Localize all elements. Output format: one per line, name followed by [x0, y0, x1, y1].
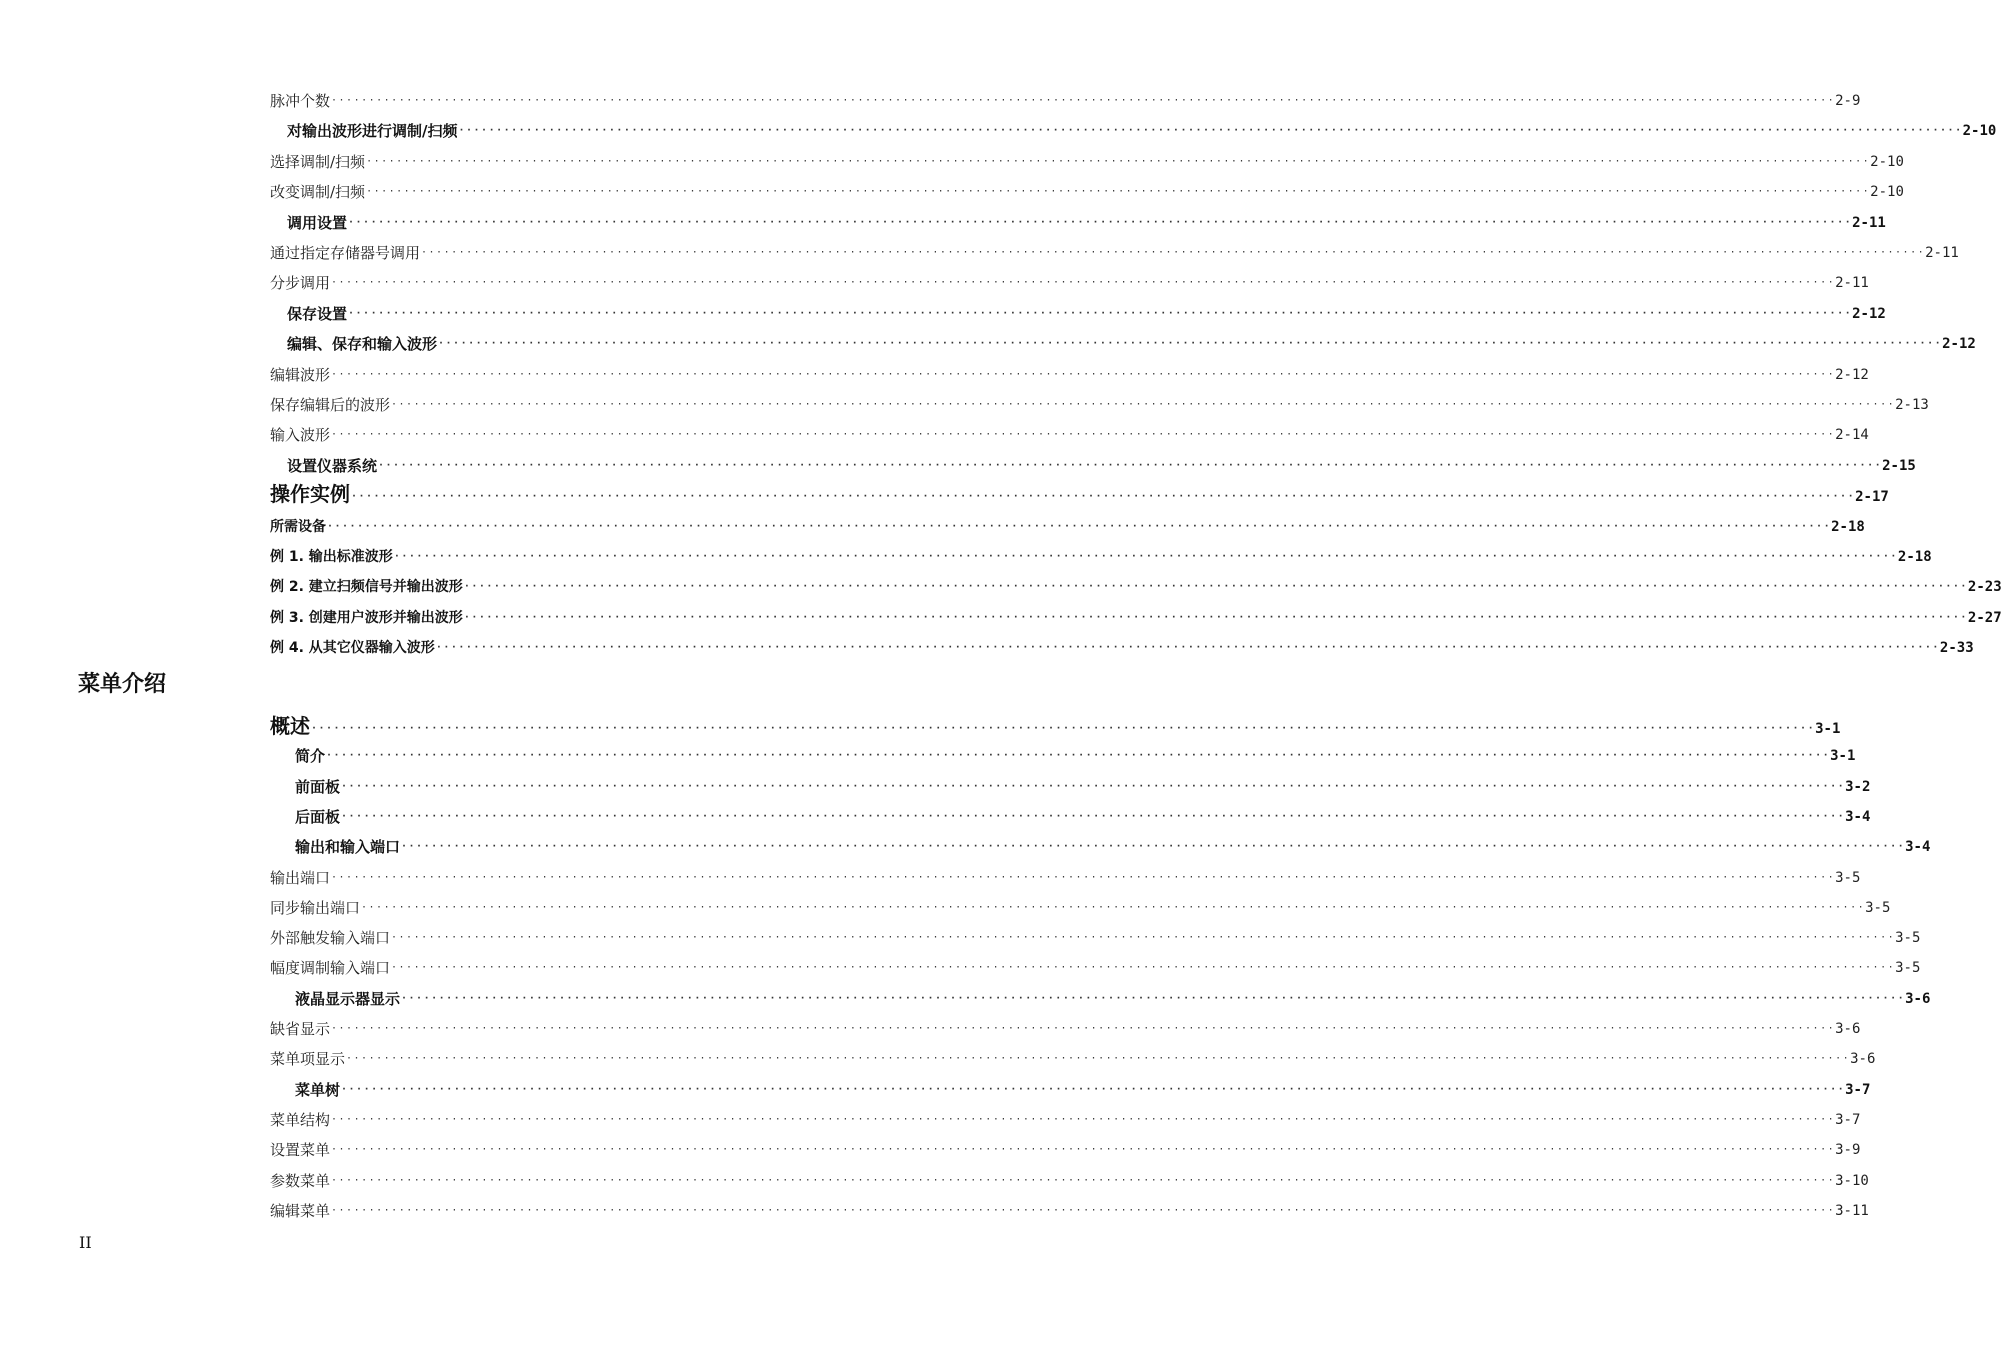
- toc-entry-title: 缺省显示: [270, 1020, 331, 1038]
- toc-entry-title: 编辑波形: [270, 365, 331, 384]
- toc-entry-page: 3-1: [1815, 721, 1841, 737]
- toc-entry-page: 3-2: [1845, 778, 1871, 795]
- page-number: II: [79, 1233, 92, 1252]
- dot-leader: ········································································································································································································: [331, 871, 1836, 883]
- toc-entry[interactable]: [287, 212, 1886, 234]
- toc-entry-page: 2-23: [1967, 579, 2002, 596]
- dot-leader: ········································································································································································································: [346, 1053, 1851, 1065]
- toc-entry-title: 脉冲个数: [270, 92, 331, 110]
- toc-entry[interactable]: [270, 480, 1889, 508]
- toc-entry-title: 菜单树: [295, 1080, 341, 1099]
- toc-entry-title: 对输出波形进行调制/扫频: [287, 122, 458, 141]
- dot-leader: ········································································································································································································: [331, 429, 1836, 441]
- toc-entry-page: 2-12: [1835, 366, 1869, 383]
- toc-entry[interactable]: [270, 1109, 1861, 1131]
- toc-entry-title: 分步调用: [270, 274, 331, 293]
- toc-entry[interactable]: [270, 637, 1974, 659]
- toc-entry[interactable]: [270, 151, 1904, 173]
- toc-entry[interactable]: [270, 927, 1921, 949]
- toc-entry-title: 例 4. 从其它仪器输入波形: [270, 640, 435, 657]
- toc-entry-page: 3-5: [1895, 930, 1921, 947]
- toc-entry-page: 2-18: [1897, 549, 1932, 565]
- toc-entry[interactable]: [287, 120, 1997, 142]
- toc-entry[interactable]: [270, 712, 1841, 740]
- dot-leader: ········································································································································································································: [378, 459, 1883, 471]
- toc-entry-title: 保存设置: [287, 304, 348, 323]
- toc-entry-page: 3-11: [1835, 1202, 1869, 1219]
- dot-leader: ········································································································································································································: [351, 491, 1856, 503]
- toc-entry-page: 2-10: [1870, 153, 1904, 170]
- dot-leader: ········································································································································································································: [421, 247, 1926, 258]
- toc-entry-title: 菜单结构: [270, 1110, 331, 1129]
- dot-leader: ········································································································································································································: [331, 277, 1836, 289]
- toc-entry-title: 改变调制/扫频: [270, 183, 366, 202]
- dot-leader: ········································································································································································································: [438, 338, 1943, 350]
- toc-entry[interactable]: [295, 745, 1856, 767]
- toc-entry-page: 3-5: [1865, 899, 1891, 916]
- toc-entry-title: 调用设置: [287, 213, 348, 232]
- dot-leader: ········································································································································································································: [331, 1113, 1836, 1125]
- toc-entry-page: 3-4: [1905, 839, 1931, 856]
- toc-entry-page: 3-6: [1850, 1051, 1876, 1068]
- dot-leader: ········································································································································································································: [331, 1144, 1836, 1156]
- toc-entry[interactable]: [270, 1048, 1876, 1070]
- dot-leader: ········································································································································································································: [463, 611, 1968, 623]
- toc-entry[interactable]: [270, 516, 1865, 538]
- toc-entry-page: 2-11: [1925, 245, 1959, 261]
- toc-entry-page: 3-5: [1895, 960, 1921, 977]
- toc-entry[interactable]: [270, 957, 1921, 979]
- toc-entry-page: 2-12: [1852, 305, 1886, 322]
- toc-entry-page: 3-7: [1835, 1111, 1861, 1128]
- dot-leader: ········································································································································································································: [366, 186, 1871, 198]
- dot-leader: ········································································································································································································: [366, 155, 1871, 167]
- toc-entry[interactable]: [270, 1200, 1869, 1222]
- toc-entry-page: 2-14: [1835, 427, 1869, 444]
- dot-leader: ········································································································································································································: [393, 551, 1898, 562]
- dot-leader: ········································································································································································································: [391, 932, 1896, 944]
- toc-entry-title: 简介: [295, 747, 326, 766]
- toc-entry-page: 3-6: [1905, 990, 1931, 1007]
- toc-entry-title: 概述: [270, 714, 310, 738]
- dot-leader: ········································································································································································································: [327, 520, 1832, 532]
- toc-entry[interactable]: [270, 364, 1869, 386]
- toc-entry-title: 液晶显示器显示: [295, 989, 401, 1008]
- toc-entry-page: 2-12: [1942, 336, 1976, 353]
- dot-leader: ········································································································································································································: [401, 992, 1906, 1004]
- dot-leader: ········································································································································································································: [341, 780, 1846, 792]
- toc-entry[interactable]: [270, 90, 1861, 112]
- toc-entry[interactable]: [295, 1079, 1871, 1101]
- toc-entry-title: 通过指定存储器号调用: [270, 244, 421, 262]
- toc-entry-page: 3-10: [1835, 1172, 1869, 1189]
- toc-entry-title: 前面板: [295, 777, 341, 796]
- toc-entry-title: 保存编辑后的波形: [270, 396, 391, 414]
- toc-entry[interactable]: [270, 897, 1891, 919]
- toc-entry-page: 2-18: [1831, 518, 1865, 535]
- toc-entry[interactable]: [270, 607, 2002, 629]
- toc-entry-page: 2-27: [1967, 609, 2002, 626]
- toc-entry-title: 编辑、保存和输入波形: [287, 335, 438, 354]
- toc-entry-page: 3-4: [1845, 808, 1871, 825]
- toc-entry-page: 3-9: [1835, 1142, 1861, 1159]
- toc-entry[interactable]: [270, 546, 1932, 568]
- toc-entry-page: 3-1: [1830, 748, 1856, 765]
- toc-entry-title: 操作实例: [270, 482, 350, 507]
- toc-entry-page: 3-5: [1835, 869, 1861, 886]
- toc-entry[interactable]: [295, 776, 1871, 798]
- toc-entry-title: 编辑菜单: [270, 1201, 331, 1220]
- dot-leader: ········································································································································································································: [331, 1174, 1836, 1186]
- toc-entry-title: 设置仪器系统: [287, 456, 378, 475]
- toc-entry[interactable]: [270, 424, 1869, 446]
- toc-entry-title: 例 2. 建立扫频信号并输出波形: [270, 579, 463, 596]
- toc-entry-page: 3-6: [1835, 1021, 1861, 1037]
- toc-entry-title: 参数菜单: [270, 1171, 331, 1190]
- dot-leader: ········································································································································································································: [361, 901, 1866, 913]
- dot-leader: ········································································································································································································: [331, 95, 1836, 106]
- toc-entry[interactable]: [295, 836, 1931, 858]
- toc-entry-title: 输入波形: [270, 426, 331, 445]
- toc-entry[interactable]: [270, 1018, 1861, 1040]
- dot-leader: ········································································································································································································: [348, 216, 1853, 228]
- toc-entry[interactable]: [270, 272, 1869, 294]
- toc-entry-page: 2-11: [1852, 214, 1886, 231]
- toc-entry-title: 同步输出端口: [270, 898, 361, 917]
- toc-entry[interactable]: [287, 455, 1916, 477]
- toc-entry-page: 3-7: [1845, 1081, 1871, 1098]
- toc-entry[interactable]: [270, 394, 1929, 416]
- dot-leader: ········································································································································································································: [331, 1204, 1836, 1216]
- toc-entry[interactable]: [270, 867, 1861, 889]
- dot-leader: ········································································································································································································: [458, 125, 1963, 137]
- dot-leader: ········································································································································································································: [311, 723, 1816, 734]
- toc-entry-title: 例 3. 创建用户波形并输出波形: [270, 609, 463, 626]
- toc-entry[interactable]: [270, 181, 1904, 203]
- dot-leader: ········································································································································································································: [391, 399, 1896, 410]
- dot-leader: ········································································································································································································: [348, 307, 1853, 319]
- dot-leader: ········································································································································································································: [331, 1023, 1836, 1034]
- toc-entry[interactable]: [270, 576, 2002, 598]
- toc-entry[interactable]: [287, 303, 1886, 325]
- dot-leader: ········································································································································································································: [331, 368, 1836, 380]
- toc-entry-title: 幅度调制输入端口: [270, 959, 391, 978]
- toc-entry-title: 设置菜单: [270, 1141, 331, 1160]
- toc-entry[interactable]: [270, 1139, 1861, 1161]
- dot-leader: ········································································································································································································: [391, 962, 1896, 974]
- dot-leader: ········································································································································································································: [341, 810, 1846, 822]
- toc-entry-page: 2-11: [1835, 275, 1869, 292]
- toc-entry-page: 2-13: [1895, 397, 1929, 413]
- toc-entry[interactable]: [295, 806, 1871, 828]
- toc-entry-title: 例 1. 输出标准波形: [270, 549, 393, 565]
- toc-entry[interactable]: [295, 988, 1931, 1010]
- dot-leader: ········································································································································································································: [341, 1083, 1846, 1095]
- toc-entry-page: 2-15: [1882, 457, 1916, 474]
- toc-entry-title: 输出和输入端口: [295, 838, 401, 857]
- toc-entry-title: 后面板: [295, 807, 341, 826]
- toc-entry[interactable]: [270, 242, 1959, 264]
- toc-entry-title: 外部触发输入端口: [270, 929, 391, 948]
- toc-entry-page: 2-17: [1855, 489, 1889, 506]
- dot-leader: ········································································································································································································: [326, 750, 1831, 762]
- toc-entry[interactable]: [270, 1170, 1869, 1192]
- dot-leader: ········································································································································································································: [401, 841, 1906, 853]
- dot-leader: ········································································································································································································: [435, 642, 1940, 654]
- dot-leader: ········································································································································································································: [463, 581, 1968, 593]
- toc-entry-page: 2-33: [1939, 640, 1974, 657]
- toc-entry-title: 菜单项显示: [270, 1050, 346, 1069]
- toc-entry-title: 选择调制/扫频: [270, 152, 366, 171]
- toc-entry-page: 2-10: [1962, 123, 1997, 140]
- toc-entry-title: 输出端口: [270, 868, 331, 887]
- toc-entry-page: 2-10: [1870, 184, 1904, 201]
- toc-entry-page: 2-9: [1835, 93, 1861, 109]
- toc-entry-title: 所需设备: [270, 518, 326, 535]
- toc-entry[interactable]: [287, 333, 1976, 355]
- section-title: 菜单介绍: [78, 672, 167, 697]
